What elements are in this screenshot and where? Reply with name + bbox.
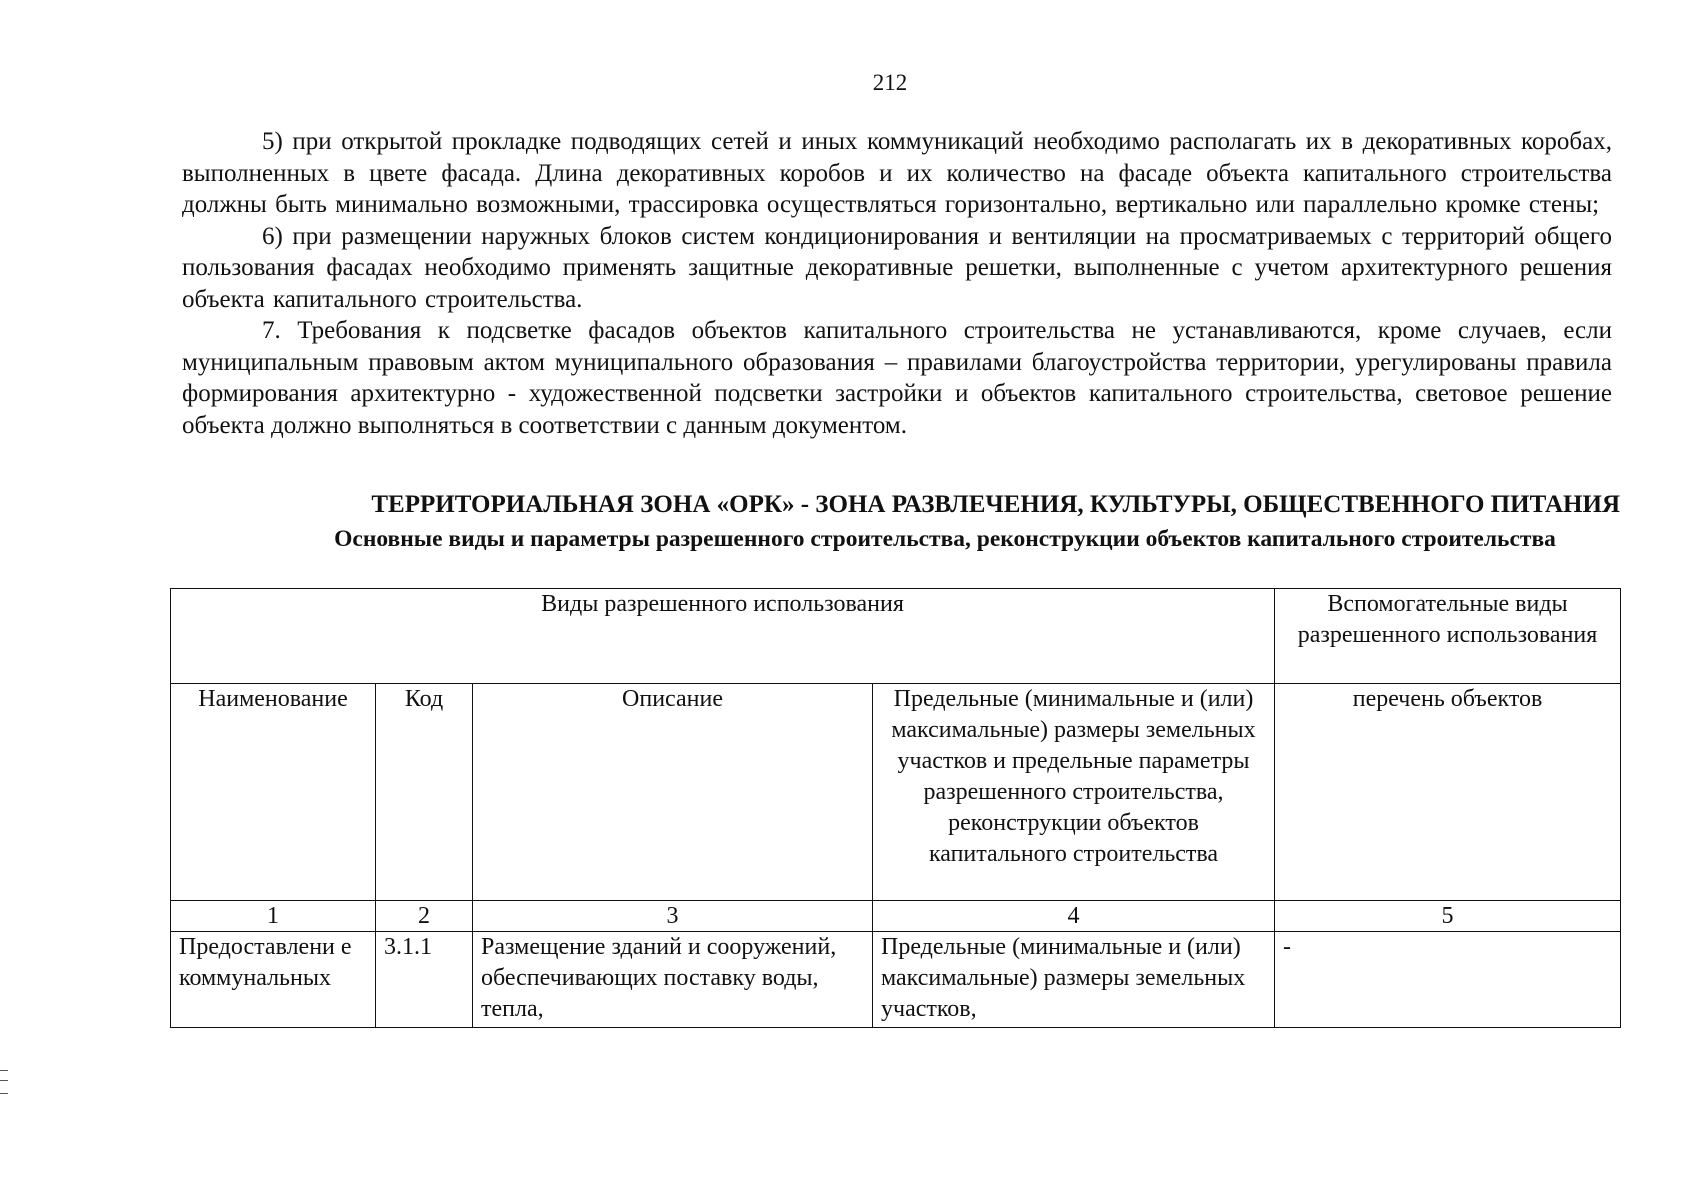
cell-description: Размещение зданий и сооружений, обеспечивающих поставку воды, тепла,: [473, 932, 873, 1028]
body-text: [182, 126, 1612, 441]
col-header-objects: перечень объектов: [1275, 684, 1621, 901]
table-column-numbers: [171, 901, 1621, 932]
paragraph-6: 6) при размещении наружных блоков систем кондиционирования и вентиляции на просматриваемых с территорий общего пользования фасадах необходимо применять защитные декоративные решетки, выполненные с учетом архитектурного решения объекта капитального строительства.: [182, 222, 1612, 313]
paragraph-5: 5) при открытой прокладке подводящих сетей и иных коммуникаций необходимо располагать их в декоративных коробах, выполненных в цвете фасада. Длина декоративных коробов и их количество на фасаде объекта капитального строительства должны быть минимально возможными, трассировка осуществляться горизонтально, вертикально или параллельно кромке стены;: [182, 128, 1612, 218]
col-header-limits: Предельные (минимальные и (или) максимальные) размеры земельных участков и предельные параметры разрешенного строительства, реконструкции объектов капитального строительства: [873, 684, 1275, 901]
page-number: 212: [872, 70, 908, 95]
header-permitted-uses: Виды разрешенного использования: [171, 589, 1275, 684]
paragraph-7: 7. Требования к подсветке фасадов объектов капитального строительства не устанавливаются, кроме случаев, если муниципальным правовым актом муниципального образования – правилами благоустройства территории, урегулированы правила формирования архитектурно - художественной подсветки застройки и объектов капитального строительства, световое решение объекта должно выполняться в соответствии с данным документом.: [182, 317, 1612, 439]
cell-objects: -: [1275, 932, 1621, 1028]
table-column-headers: [171, 684, 1621, 901]
table-header-row: [171, 589, 1621, 684]
col-header-name: Наименование: [171, 684, 376, 901]
col-number-1: 1: [171, 901, 376, 932]
zone-title: ТЕРРИТОРИАЛЬНАЯ ЗОНА «ОРК» - ЗОНА РАЗВЛЕЧЕНИЯ, КУЛЬТУРЫ, ОБЩЕСТВЕННОГО ПИТАНИЯ: [371, 491, 1620, 518]
col-header-code: Код: [376, 684, 473, 901]
col-number-2: 2: [376, 901, 473, 932]
col-number-4: 4: [873, 901, 1275, 932]
col-header-description: Описание: [473, 684, 873, 901]
table-row: [171, 932, 1621, 1028]
zone-subtitle: Основные виды и параметры разрешенного строительства, реконструкции объектов капитального строительства: [334, 526, 1556, 552]
margin-tick-marks: [0, 1070, 8, 1094]
cell-name: Предоставлени е коммунальных: [171, 932, 376, 1028]
col-number-5: 5: [1275, 901, 1621, 932]
col-number-3: 3: [473, 901, 873, 932]
parameters-table: [170, 588, 1621, 1028]
header-auxiliary-uses: Вспомогательные виды разрешенного использования: [1275, 589, 1621, 684]
cell-limits: Предельные (минимальные и (или) максимальные) размеры земельных участков,: [873, 932, 1275, 1028]
cell-code: 3.1.1: [376, 932, 473, 1028]
